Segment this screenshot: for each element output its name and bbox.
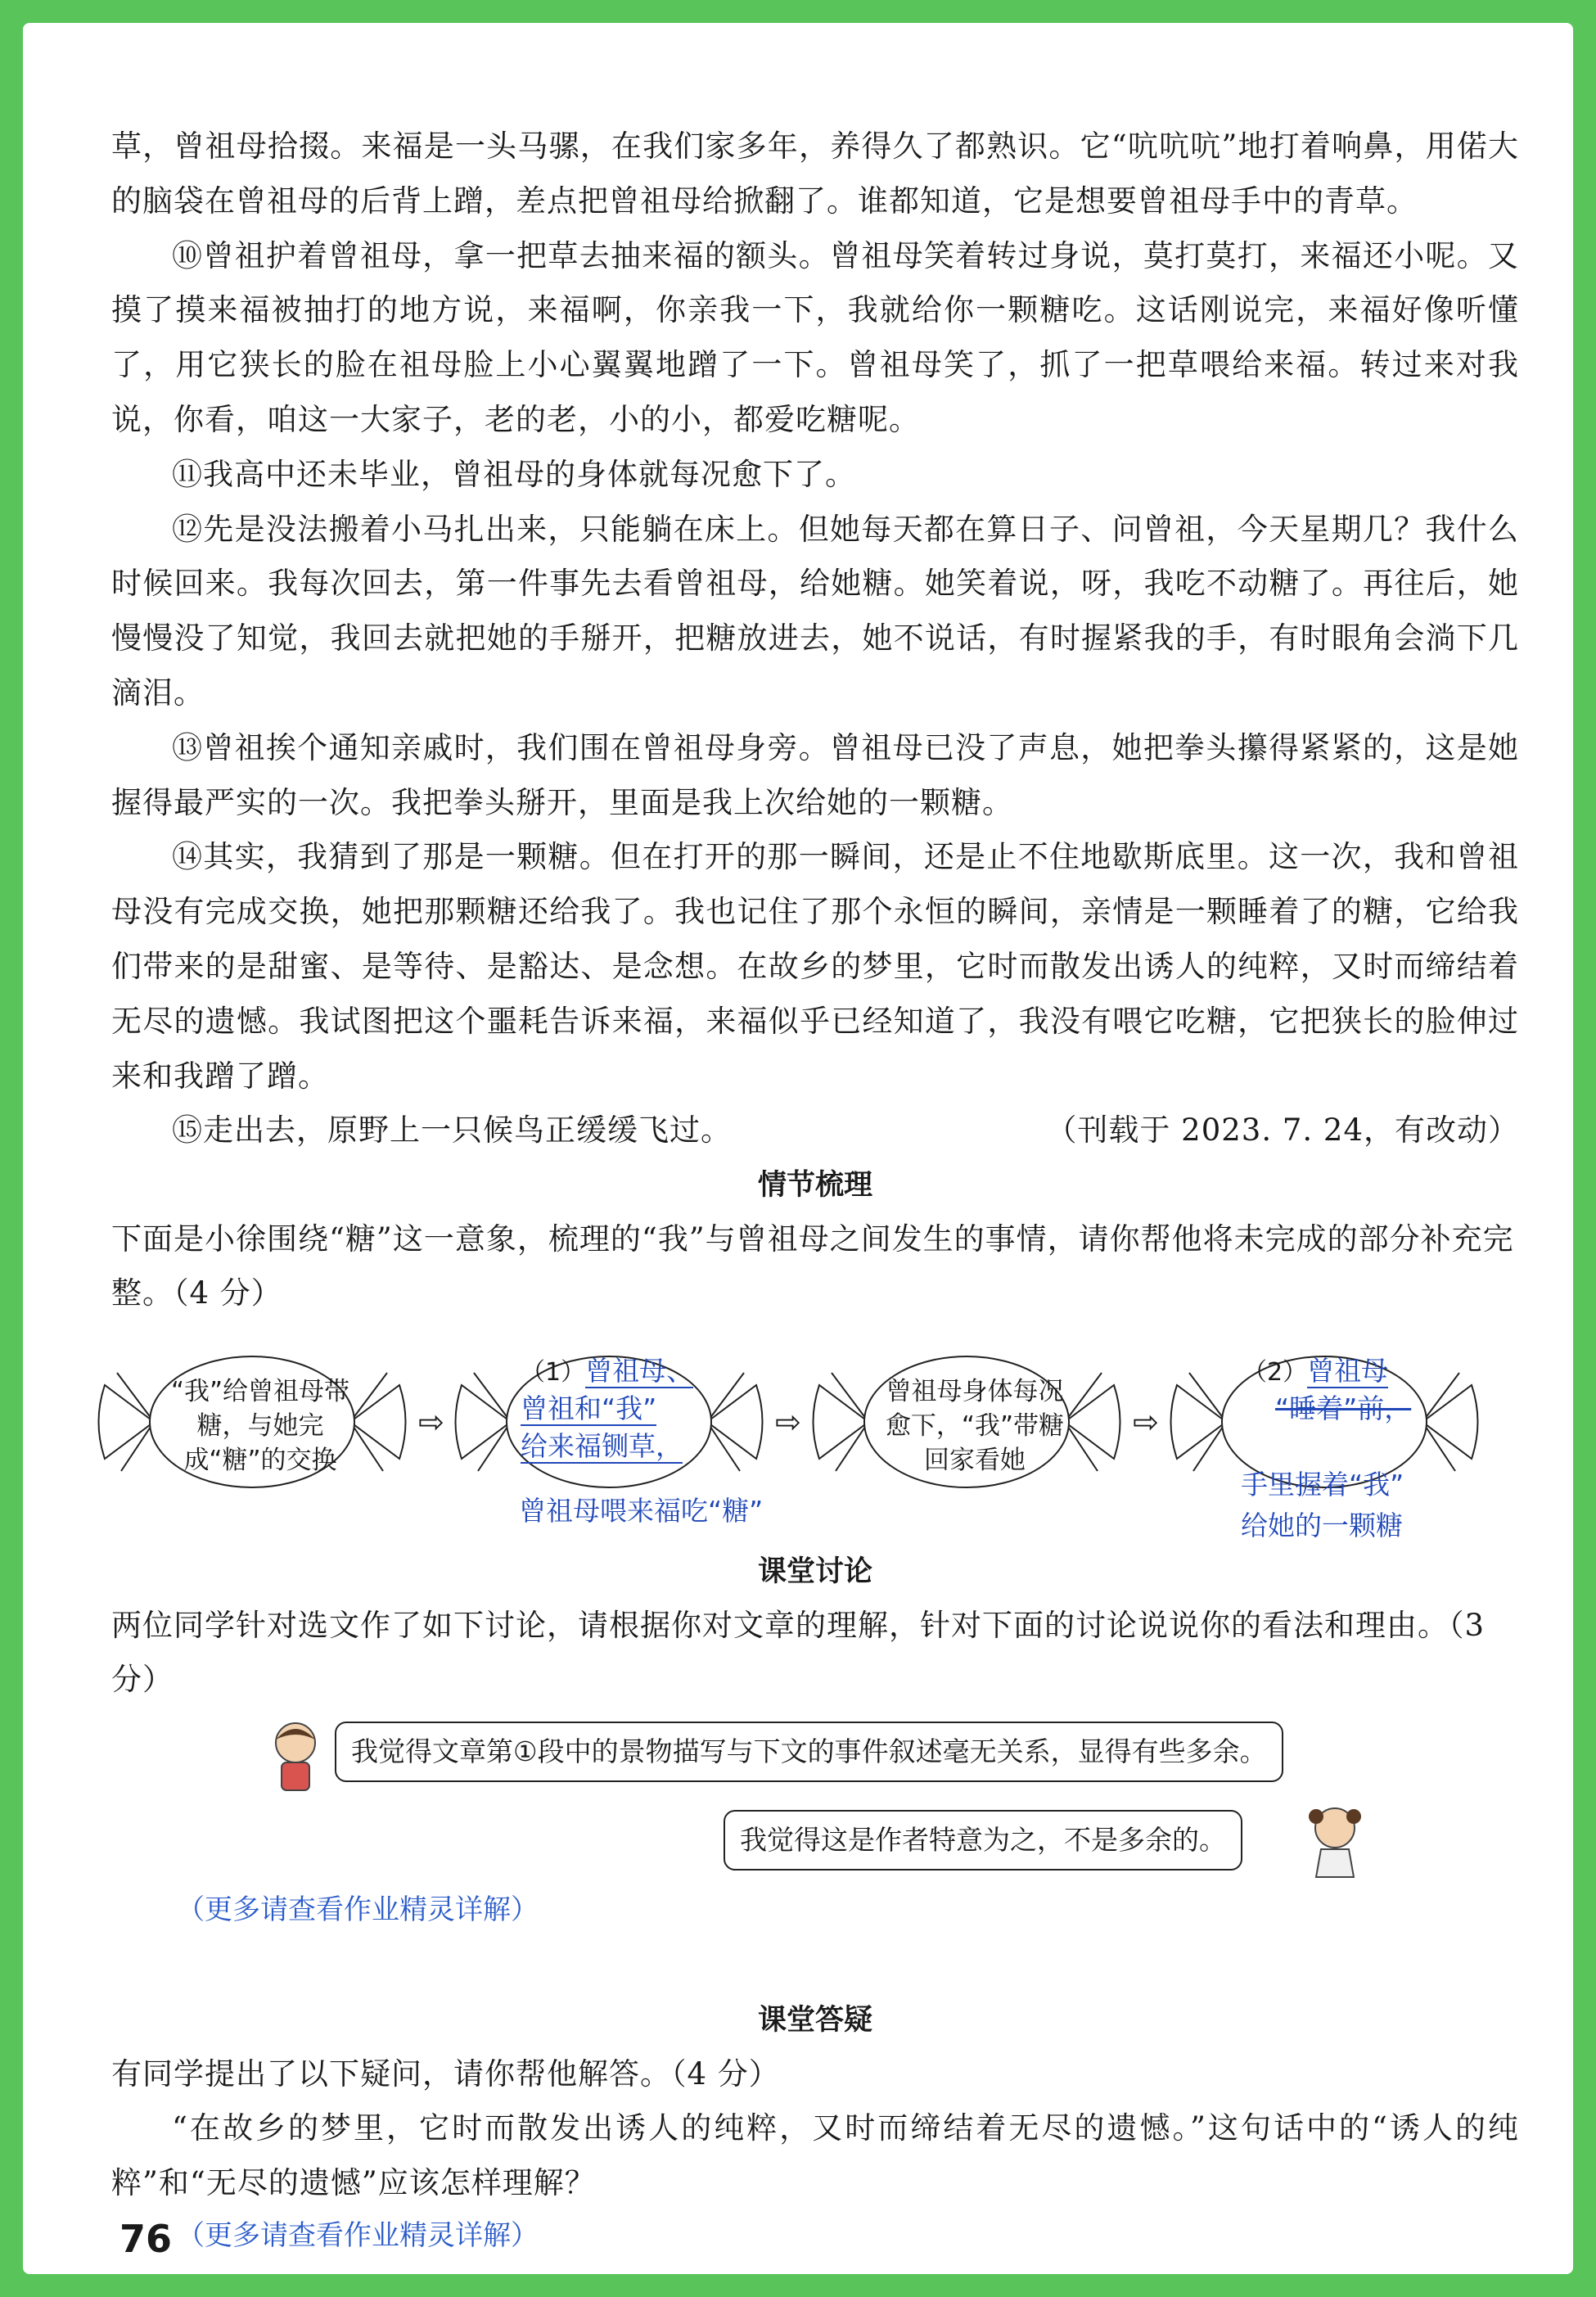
flow-node-1-text: “我”给曾祖母带糖，与她完成“糖”的交换 <box>170 1377 350 1476</box>
flow-node-4 <box>1161 1340 1488 1542</box>
flow-node-1 <box>88 1340 416 1504</box>
arrow-icon: ⇨ <box>418 1404 444 1441</box>
source-note: （刊载于 2023. 7. 24，有改动） <box>1046 1112 1519 1148</box>
paragraph-15 <box>111 1103 1519 1158</box>
answer-1-line-2: 曾祖和“我” <box>521 1392 657 1425</box>
flow-node-4-answer <box>1242 1352 1488 1428</box>
content <box>111 120 1519 2260</box>
paragraph-9-continued: 草，曾祖母拾掇。来福是一头马骡，在我们家多年，养得久了都熟识。它“吭吭吭”地打着响鼻，用偌大的脑袋在曾祖母的后背上蹭，差点把曾祖母给掀翻了。谁都知道，它是想要曾祖母手中的青草。 <box>111 129 1519 219</box>
flow-node-2-answer <box>521 1352 782 1465</box>
boy-avatar-icon <box>267 1718 324 1800</box>
answer-2-line-1: 曾祖母 <box>1307 1355 1389 1388</box>
answer-1-line-1: 曾祖母、 <box>585 1355 694 1388</box>
girl-avatar-icon <box>1306 1803 1364 1885</box>
section-title-plot: 情节梳理 <box>757 1169 872 1203</box>
blank-label-2: （2） <box>1242 1358 1308 1388</box>
question-plot: 下面是小徐围绕“糖”这一意象，梳理的“我”与曾祖母之间发生的事情，请你帮他将未完成的部分补充完整。（4 分） <box>111 1221 1514 1311</box>
page <box>23 23 1573 2274</box>
paragraph-15-text: ⑮走出去，原野上一只候鸟正缓缓飞过。 <box>172 1112 732 1148</box>
flow-node-4-answer-cont <box>1241 1464 1404 1546</box>
answer-2-line-3: 手里握着“我” <box>1241 1469 1404 1501</box>
section-title-qa: 课堂答疑 <box>757 2004 872 2038</box>
section-title-discussion: 课堂讨论 <box>757 1555 872 1589</box>
arrow-icon: ⇨ <box>1133 1404 1159 1441</box>
answer-2-line-2: “睡着”前， <box>1275 1392 1412 1425</box>
blank-label-1: （1） <box>521 1358 586 1388</box>
paragraph-12: ⑫先是没法搬着小马扎出来，只能躺在床上。但她每天都在算日子、问曾祖，今天星期几？我什么时候回来。我每次回去，第一件事先去看曾祖母，给她糖。她笑着说，呀，我吃不动糖了。再往后，她慢慢没了知觉，我回去就把她的手掰开，把糖放进去，她不说话，有时握紧我的手，有时眼角会淌下几滴泪。 <box>111 511 1519 711</box>
answer-1-line-3: 给来福铡草， <box>521 1430 683 1463</box>
flow-node-3-text: 曾祖母身体每况愈下，“我”带糖回家看她 <box>885 1377 1065 1476</box>
page-number: 76 <box>119 2217 173 2261</box>
answer-1-line-4: 曾祖母喂来福吃“糖” <box>519 1495 764 1528</box>
speech-bubble-2: 我觉得这是作者特意为之，不是多余的。 <box>724 1810 1242 1871</box>
paragraph-13: ⑬曾祖挨个通知亲戚时，我们围在曾祖母身旁。曾祖母已没了声息，她把拳头攥得紧紧的，这是她握得最严实的一次。我把拳头掰开，里面是我上次给她的一颗糖。 <box>111 729 1519 820</box>
speech-bubble-1: 我觉得文章第①段中的景物描写与下文的事件叙述毫无关系，显得有些多余。 <box>335 1722 1283 1782</box>
question-qa: 有同学提出了以下疑问，请你帮他解答。（4 分） <box>111 2056 780 2092</box>
flow-node-3 <box>803 1340 1130 1504</box>
hint-discussion[interactable]: （更多请查看作业精灵详解） <box>177 1893 539 1927</box>
discussion-area <box>111 1707 1519 1927</box>
flow-node-2 <box>445 1340 773 1528</box>
paragraph-14: ⑭其实，我猜到了那是一颗糖。但在打开的那一瞬间，还是止不住地歇斯底里。这一次，我和曾祖母没有完成交换，她把那颗糖还给我了。我也记住了那个永恒的瞬间，亲情是一颗睡着了的糖，它给我们带来的是甜蜜、是等待、是豁达、是念想。在故乡的梦里，它时而散发出诱人的纯粹，又时而缔结着无尽的遗憾。我试图把这个噩耗告诉来福，来福似乎已经知道了，我没有喂它吃糖，它把狭长的脸伸过来和我蹭了蹭。 <box>111 839 1519 1094</box>
paragraph-11: ⑪我高中还未毕业，曾祖母的身体就每况愈下了。 <box>172 456 856 492</box>
arrow-icon: ⇨ <box>775 1404 801 1441</box>
paragraph-10: ⑩曾祖护着曾祖母，拿一把草去抽来福的额头。曾祖母笑着转过身说，莫打莫打，来福还小呢。又摸了摸来福被抽打的地方说，来福啊，你亲我一下，我就给你一颗糖吃。这话刚说完，来福好像听懂了，用它狭长的脸在祖母脸上小心翼翼地蹭了一下。曾祖母笑了，抓了一把草喂给来福。转过来对我说，你看，咱这一大家子，老的老，小的小，都爱吃糖呢。 <box>111 237 1519 437</box>
question-discussion: 两位同学针对选文作了如下讨论，请根据你对文章的理解，针对下面的讨论说说你的看法和理由。（3 分） <box>111 1608 1486 1698</box>
answer-2-line-4: 给她的一颗糖 <box>1241 1510 1403 1542</box>
plot-flowchart <box>111 1340 1519 1545</box>
hint-qa[interactable]: （更多请查看作业精灵详解） <box>177 2218 539 2252</box>
qa-quote: “在故乡的梦里，它时而散发出诱人的纯粹，又时而缔结着无尽的遗憾。”这句话中的“诱人的纯粹”和“无尽的遗憾”应该怎样理解？ <box>111 2110 1519 2200</box>
